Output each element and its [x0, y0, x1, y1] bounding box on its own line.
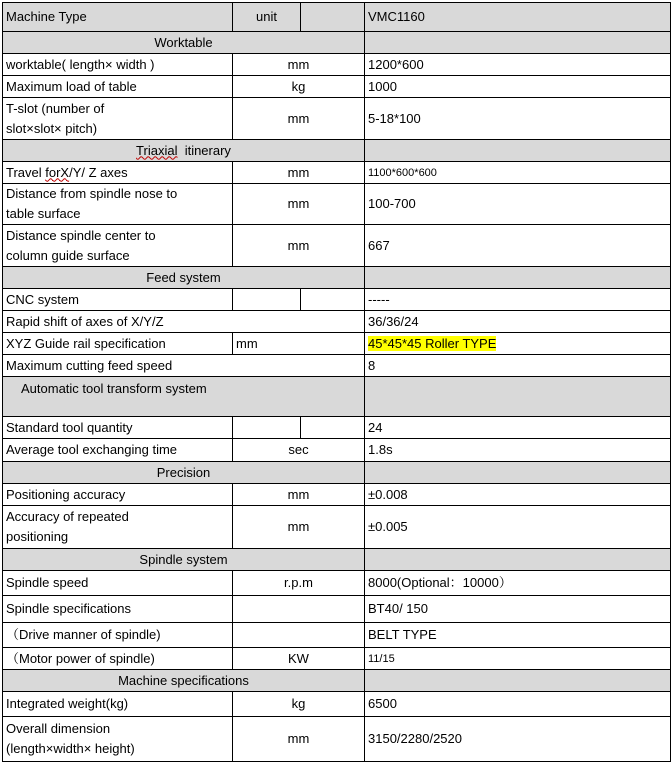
row-value: BELT TYPE [365, 623, 671, 648]
table-row [3, 333, 671, 355]
table-row [3, 506, 671, 549]
row-label: Integrated weight(kg) [3, 692, 233, 717]
row-unit: mm [233, 225, 365, 267]
row-label: worktable( length× width ) [3, 54, 233, 76]
header-value: VMC1160 [365, 3, 671, 32]
row-unit: mm [233, 98, 365, 140]
label-part: Travel [6, 164, 46, 180]
label-line-2: (length×width× height) [6, 741, 135, 756]
table-row [3, 98, 671, 140]
table-row [3, 717, 671, 762]
table-row [3, 623, 671, 648]
row-label: （Drive manner of spindle) [3, 623, 233, 648]
row-value: 3150/2280/2520 [365, 717, 671, 762]
label-line-1: Distance from spindle nose to [6, 186, 178, 201]
row-value: 11/15 [365, 648, 671, 670]
table-row [3, 225, 671, 267]
label-line-2: slot×slot× pitch) [6, 120, 98, 136]
section-row [3, 670, 671, 692]
row-label [3, 225, 233, 267]
row-value: 1100*600*600 [365, 162, 671, 184]
row-unit: kg [233, 692, 365, 717]
label-line-2: table surface [6, 206, 81, 221]
row-label: Spindle specifications [3, 596, 233, 623]
row-value: 667 [365, 225, 671, 267]
row-unit: mm [233, 184, 365, 225]
table-row [3, 571, 671, 596]
row-unit: mm [233, 506, 365, 549]
row-value: 8000(Optional：10000） [365, 571, 671, 596]
table-row [3, 648, 671, 670]
row-label [3, 98, 233, 140]
row-label: Standard tool quantity [3, 417, 233, 439]
row-value: 1200*600 [365, 54, 671, 76]
row-value: 36/36/24 [365, 311, 671, 333]
row-label: Rapid shift of axes of X/Y/Z [3, 311, 365, 333]
row-unit: mm [233, 484, 365, 506]
row-label [3, 184, 233, 225]
row-label [3, 162, 233, 184]
label-part: forX [45, 164, 70, 180]
label-line-2: column guide surface [6, 247, 130, 263]
row-value: 1000 [365, 76, 671, 98]
section-row [3, 140, 671, 162]
row-unit: mm [233, 162, 365, 184]
header-unit: unit [233, 3, 301, 32]
row-label: Positioning accuracy [3, 484, 233, 506]
section-atc: Automatic tool transform system [3, 377, 365, 417]
row-label: Maximum load of table [3, 76, 233, 98]
row-value: ±0.005 [365, 506, 671, 549]
row-value: 8 [365, 355, 671, 377]
header-row [3, 3, 671, 32]
header-label: Machine Type [3, 3, 233, 32]
table-row [3, 162, 671, 184]
row-unit: r.p.m [233, 571, 365, 596]
label-line-1: Overall dimension [6, 721, 111, 736]
row-value: 6500 [365, 692, 671, 717]
row-value: 100-700 [365, 184, 671, 225]
row-value: 1.8s [365, 439, 671, 462]
section-row [3, 377, 671, 417]
row-value: ±0.008 [365, 484, 671, 506]
section-label-part: itinerary [177, 142, 231, 158]
section-row [3, 549, 671, 571]
row-value: ----- [365, 289, 671, 311]
table-row [3, 289, 671, 311]
section-spindle: Spindle system [3, 549, 365, 571]
section-machine: Machine specifications [3, 670, 365, 692]
table-row [3, 692, 671, 717]
section-row [3, 267, 671, 289]
row-label: CNC system [3, 289, 233, 311]
section-triaxial [3, 140, 365, 162]
label-line-1: T-slot (number of [6, 100, 105, 116]
row-unit: kg [233, 76, 365, 98]
table-row [3, 596, 671, 623]
label-line-2: positioning [6, 529, 69, 544]
row-unit: mm [233, 54, 365, 76]
table-row [3, 439, 671, 462]
section-worktable: Worktable [3, 32, 365, 54]
row-unit: mm [233, 333, 365, 355]
spec-table [2, 2, 671, 762]
row-label: （Motor power of spindle) [3, 648, 233, 670]
highlighted-value: 45*45*45 Roller TYPE [368, 335, 497, 351]
section-feed: Feed system [3, 267, 365, 289]
row-label: Maximum cutting feed speed [3, 355, 365, 377]
row-label: XYZ Guide rail specification [3, 333, 233, 355]
table-row [3, 484, 671, 506]
row-value: BT40/ 150 [365, 596, 671, 623]
section-row [3, 462, 671, 484]
row-value: 5-18*100 [365, 98, 671, 140]
table-row [3, 76, 671, 98]
section-precision: Precision [3, 462, 365, 484]
table-row [3, 311, 671, 333]
row-label [3, 506, 233, 549]
section-label-part: Triaxial [136, 142, 178, 158]
row-value: 24 [365, 417, 671, 439]
row-label: Spindle speed [3, 571, 233, 596]
row-unit: sec [233, 439, 365, 462]
table-row [3, 184, 671, 225]
row-value [365, 333, 671, 355]
row-unit: mm [233, 717, 365, 762]
row-label: Average tool exchanging time [3, 439, 233, 462]
section-row [3, 32, 671, 54]
table-row [3, 355, 671, 377]
label-line-1: Accuracy of repeated [6, 509, 129, 524]
label-part: /Y/ Z axes [69, 164, 128, 180]
table-row [3, 417, 671, 439]
table-row [3, 54, 671, 76]
header-spacer [301, 3, 365, 32]
label-line-1: Distance spindle center to [6, 227, 156, 243]
row-unit: KW [233, 648, 365, 670]
row-label [3, 717, 233, 762]
